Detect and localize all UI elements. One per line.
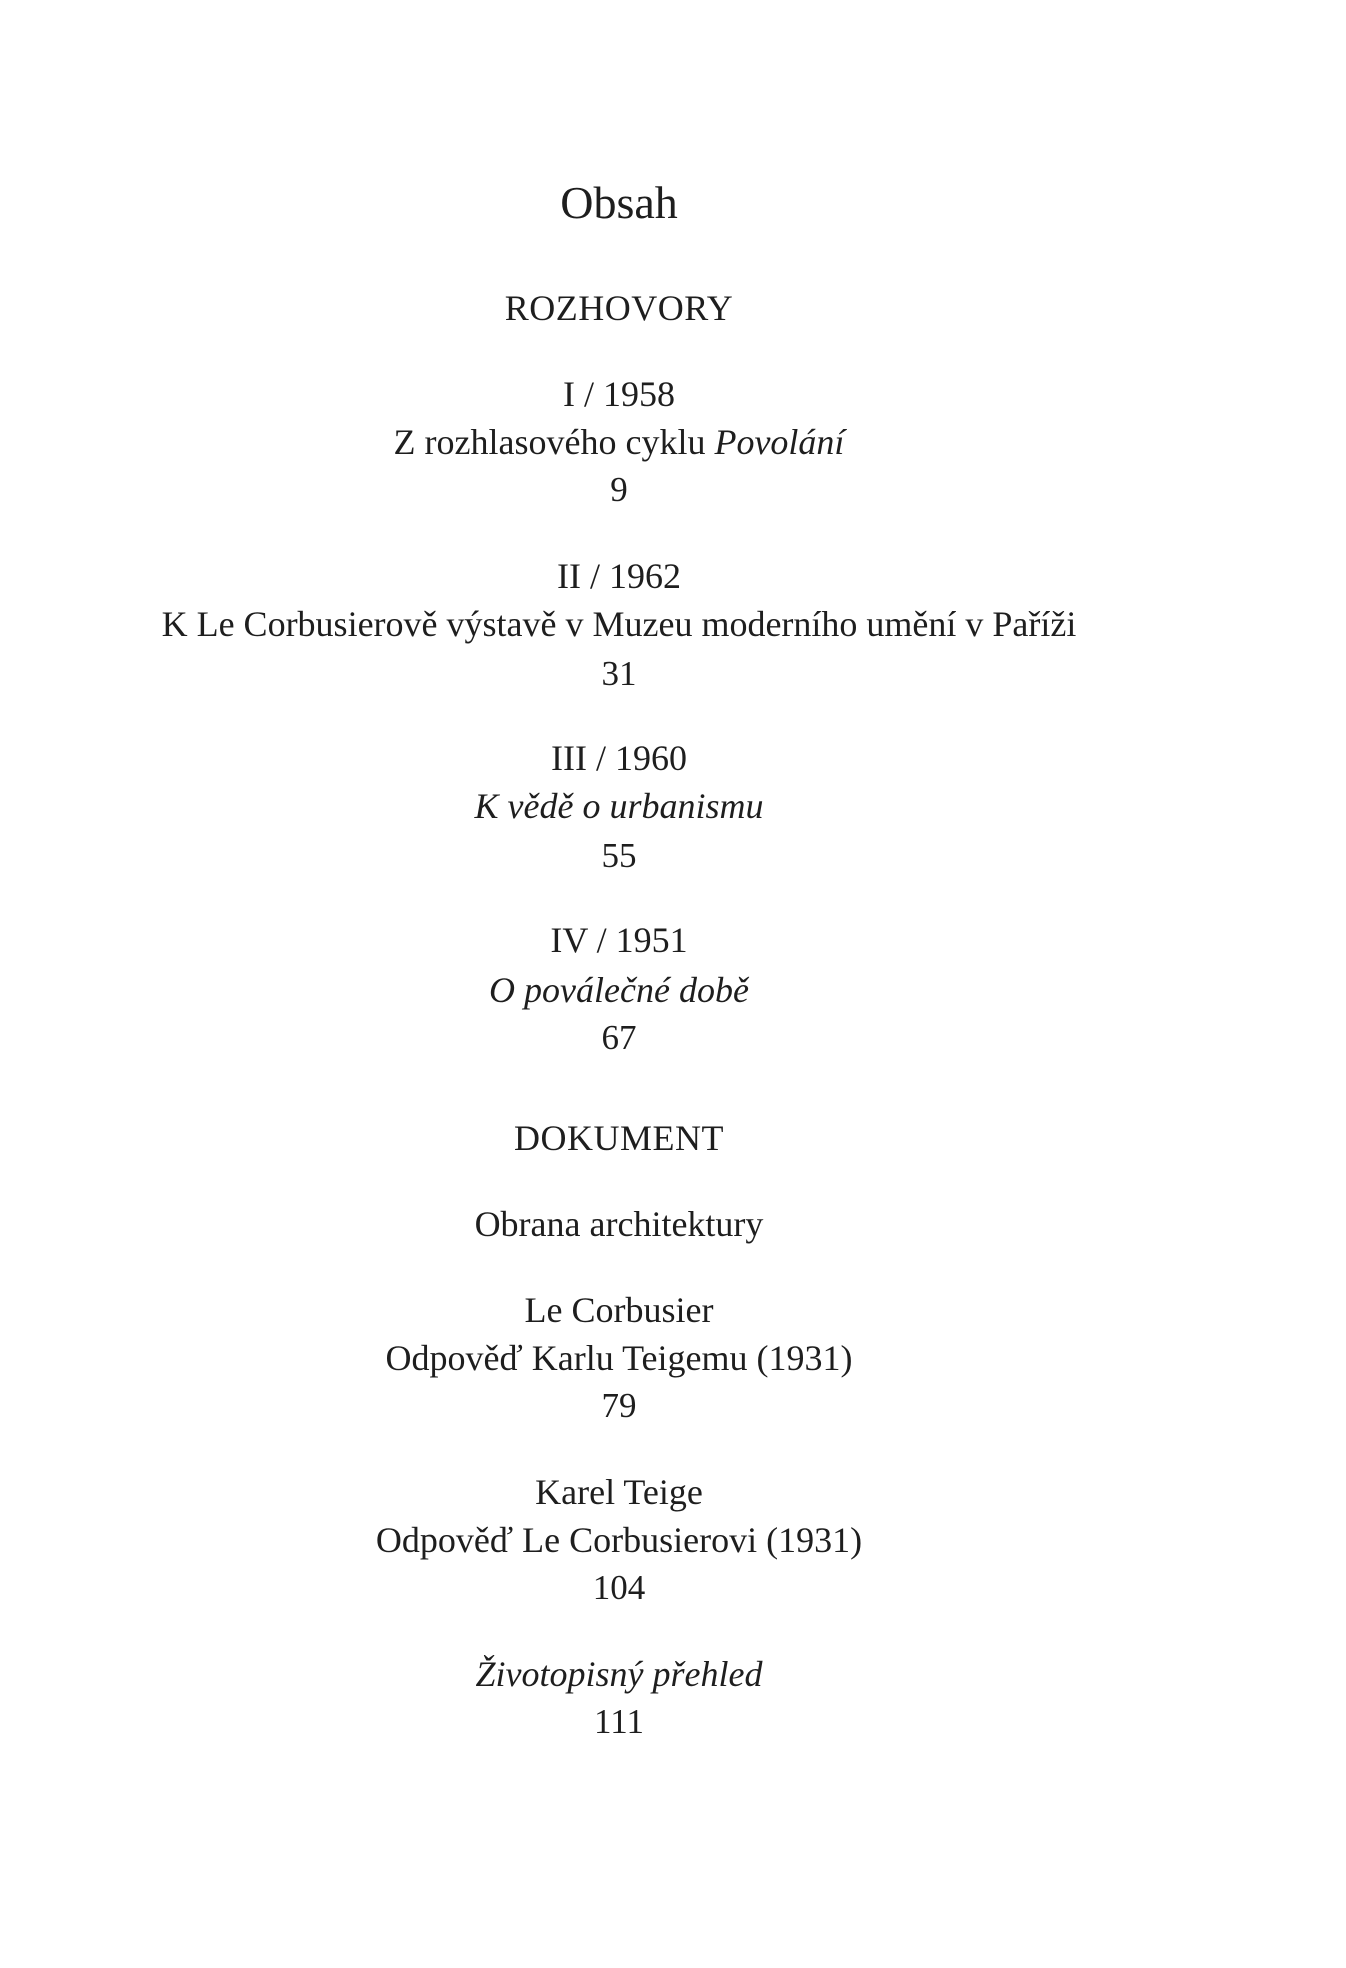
document-title: Obrana architektury	[474, 1204, 764, 1244]
entry-title: K vědě o urbanismu	[474, 786, 764, 826]
entry-page-number: 67	[601, 1018, 637, 1057]
entry-title	[0, 424, 1238, 460]
page-title: Obsah	[560, 177, 678, 228]
entry-title-plain: Z rozhlasového cyklu	[393, 422, 715, 462]
entry-title-italic: Povolání	[714, 422, 845, 462]
entry-number: I / 1958	[563, 374, 675, 414]
entry-title: Životopisný přehled	[475, 1654, 763, 1694]
section-heading-dokument: DOKUMENT	[514, 1118, 724, 1158]
entry-number: IV / 1951	[550, 920, 688, 960]
entry-title: Odpověď Karlu Teigemu (1931)	[385, 1338, 853, 1378]
entry-number: III / 1960	[551, 738, 687, 778]
entry-page-number: 79	[601, 1386, 637, 1425]
entry-page-number: 9	[610, 470, 628, 509]
entry-page-number: 31	[601, 654, 637, 693]
section-heading-rozhovory: ROZHOVORY	[504, 288, 734, 328]
entry-author: Karel Teige	[535, 1472, 703, 1512]
entry-author: Le Corbusier	[524, 1290, 714, 1330]
entry-number: II / 1962	[557, 556, 681, 596]
entry-page-number: 55	[601, 836, 637, 875]
entry-page-number: 104	[592, 1568, 646, 1607]
entry-title: K Le Corbusierově výstavě v Muzeu moderního umění v Paříži	[161, 604, 1077, 644]
entry-title: O poválečné době	[489, 970, 749, 1010]
entry-title: Odpověď Le Corbusierovi (1931)	[375, 1520, 863, 1560]
entry-page-number: 111	[594, 1702, 644, 1741]
